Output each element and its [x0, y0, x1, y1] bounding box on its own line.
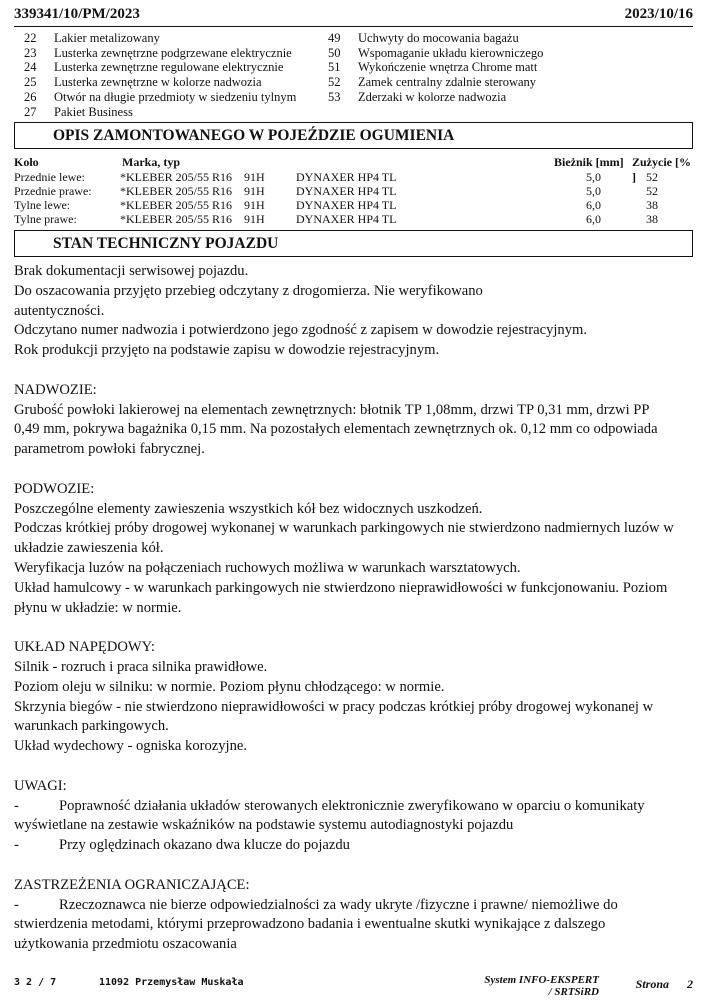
report-line: Weryfikacja luzów na połączeniach ruchowych możliwa w warunkach warsztatowych. [14, 559, 521, 576]
list-item: 23 Lusterka zewnętrzne podgrzewane elektrycznie [24, 45, 292, 60]
report-line: stwierdzenia metodami, którymi przeprowadzono badania i ewentualne skutki wynikające z dalszego [14, 916, 606, 933]
report-line: użytkowania przedmiotu oszacowania [14, 936, 237, 953]
list-item: 49 Uchwyty do mocowania bagażu [328, 31, 519, 45]
report-line: płynu w układzie: w normie. [14, 599, 182, 616]
list-item: 22 Lakier metalizowany [24, 31, 160, 45]
report-line: układzie zawieszenia kół. [14, 540, 164, 557]
list-item: 27 Pakiet Business [24, 104, 133, 119]
footer-code: 3 2 / 7 [14, 977, 57, 988]
report-line: warunkach parkingowych. [14, 718, 169, 735]
report-line: Poziom oleju w silniku: w normie. Poziom płynu chłodzącego: w normie. [14, 678, 445, 695]
list-item: 53 Zderzaki w kolorze nadwozia [328, 89, 507, 104]
document-number: 339341/10/PM/2023 [14, 6, 140, 22]
report-line: Brak dokumentacji serwisowej pojazdu. [14, 263, 249, 279]
list-item: 25 Lusterka zewnętrzne w kolorze nadwozia [24, 75, 262, 90]
note-item: - Przy oględzinach okazano dwa klucze do pojazdu [14, 837, 350, 854]
report-line: Skrzynia biegów - nie stwierdzono nieprawidłowości w pracy podczas krótkiej próby drogowej wykonanej w [14, 698, 654, 715]
footer-author: 11092 Przemysław Muskała [99, 977, 244, 988]
equipment-list-left [14, 31, 296, 119]
footer-system: System INFO-EKSPERT / SRTSiRD [484, 974, 599, 998]
page-header [14, 6, 693, 26]
report-body [14, 262, 693, 955]
list-item: 50 Wspomaganie układu kierowniczego [328, 45, 544, 60]
header-divider [14, 26, 693, 27]
section-heading-body: NADWOZIE: [14, 381, 97, 398]
report-line: autentyczności. [14, 302, 105, 319]
equipment-list-right [318, 31, 543, 105]
report-line: 0,49 mm, pokrywa bagażnika 0,15 mm. Na pozostałych elementach zewnętrznych ok. 0,12 mm co odpowiada [14, 421, 658, 438]
report-line: Układ hamulcowy - w warunkach parkingowych nie stwierdzono nieprawidłowości w funkcjonowaniu. Poziom [14, 579, 668, 596]
section-heading-chassis: PODWOZIE: [14, 480, 95, 497]
section-heading-drive: UKŁAD NAPĘDOWY: [14, 639, 155, 656]
report-line: wyświetlane na zestawie wskaźników na podstawie systemu autodiagnostyki pojazdu [14, 817, 514, 834]
note-item: - Poprawność działania układów sterowanych elektronicznie zweryfikowano w oparciu o komunikaty [14, 797, 645, 814]
condition-section-title: STAN TECHNICZNY POJAZDU [14, 230, 693, 257]
report-line: Rok produkcji przyjęto na podstawie zapisu w dowodzie rejestracyjnym. [14, 342, 440, 359]
report-line: Odczytano numer nadwozia i potwierdzono jego zgodność z zapisem w dowodzie rejestracyjnym. [14, 322, 588, 339]
column-header-brand: Marka, typ [122, 155, 180, 169]
report-line: Silnik - rozruch i praca silnika prawidłowe. [14, 658, 268, 675]
report-line: Grubość powłoki lakierowej na elementach zewnętrznych: błotnik TP 1,08mm, drzwi TP 0,31 mm, drzwi PP [14, 401, 650, 418]
page-footer [14, 975, 693, 997]
document-date: 2023/10/16 [624, 6, 693, 22]
report-line: Podczas krótkiej próby drogowej wykonanej w warunkach parkingowych nie stwierdzono nadmiernych luzów w [14, 520, 674, 537]
report-line: Do oszacowania przyjęto przebieg odczytany z drogomierza. Nie weryfikowano [14, 282, 483, 299]
column-header-wear: Zużycie [% ] [632, 155, 691, 184]
report-line: Układ wydechowy - ogniska korozyjne. [14, 738, 248, 755]
report-line: parametrom powłoki fabrycznej. [14, 441, 205, 458]
section-heading-notes: UWAGI: [14, 777, 67, 794]
report-line: Poszczególne elementy zawieszenia wszystkich kół bez widocznych uszkodzeń. [14, 500, 483, 517]
tires-section-title: OPIS ZAMONTOWANEGO W POJEŹDZIE OGUMIENIA [14, 122, 693, 149]
page-number: Strona 2 [635, 977, 693, 991]
section-heading-reservations: ZASTRZEŻENIA OGRANICZAJĄCE: [14, 876, 250, 893]
list-item: 26 Otwór na długie przedmioty w siedzeniu tylnym [24, 89, 297, 104]
column-header-wheel: Koło [14, 155, 39, 169]
list-item: 24 Lusterka zewnętrzne regulowane elektrycznie [24, 60, 284, 75]
reservation-item: - Rzeczoznawca nie bierze odpowiedzialności za wady ukryte /fizyczne i prawne/ niemożliwe do [14, 896, 618, 913]
column-header-tread: Bieżnik [mm] [554, 155, 624, 169]
list-item: 52 Zamek centralny zdalnie sterowany [328, 75, 537, 90]
list-item: 51 Wykończenie wnętrza Chrome matt [328, 60, 538, 75]
